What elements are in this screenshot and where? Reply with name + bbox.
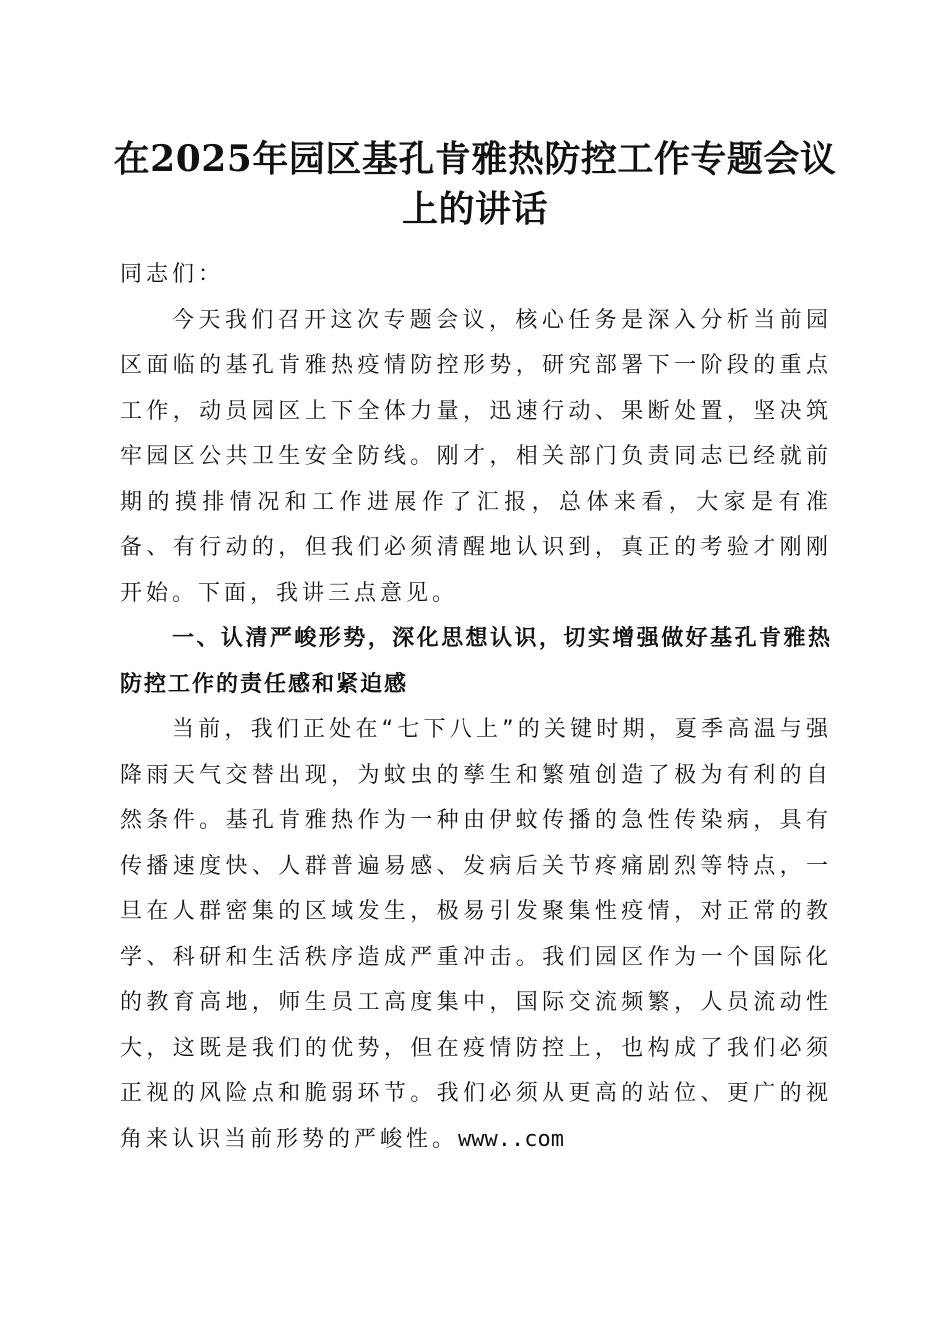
paragraph-situation <box>120 707 832 1162</box>
salutation: 同志们： <box>120 262 225 287</box>
paragraph-intro: 今天我们召开这次专题会议，核心任务是深入分析当前园区面临的基孔肯雅热疫情防控形势，研究部署下一阶段的重点工作，动员园区上下全体力量，迅速行动、果断处置，坚决筑牢园区公共卫生安全防线。刚才，相关部门负责同志已经就前期的摸排情况和工作进展作了汇报，总体来看，大家是有准备、有行动的，但我们必须清醒地认识到，真正的考验才刚刚开始。下面，我讲三点意见。 <box>120 307 832 606</box>
document-title <box>100 134 850 234</box>
paragraph-situation-text: 当前，我们正处在“七下八上”的关键时期，夏季高温与强降雨天气交替出现，为蚊虫的孳生和繁殖创造了极为有利的自然条件。基孔肯雅热作为一种由伊蚊传播的急性传染病，具有传播速度快、人群普遍易感、发病后关节疼痛剧烈等特点，一旦在人群密集的区域发生，极易引发聚集性疫情，对正常的教学、科研和生活秩序造成严重冲击。我们园区作为一个国际化的教育高地，师生员工高度集中，国际交流频繁，人员流动性大，这既是我们的优势，但在疫情防控上，也构成了我们必须正视的风险点和脆弱环节。我们必须从更高的站位、更广的视角来认识当前形势的严峻性。 <box>120 717 832 1152</box>
title-line-1: 在2025年园区基孔肯雅热防控工作专题会议 <box>113 138 837 180</box>
paragraph-url: www..com <box>458 1126 564 1152</box>
title-line-2: 上的讲话 <box>401 188 548 230</box>
section-heading-1: 一、认清严峻形势，深化思想认识，切实增强做好基孔肯雅热防控工作的责任感和紧迫感 <box>120 626 832 697</box>
document-body <box>120 252 832 1162</box>
